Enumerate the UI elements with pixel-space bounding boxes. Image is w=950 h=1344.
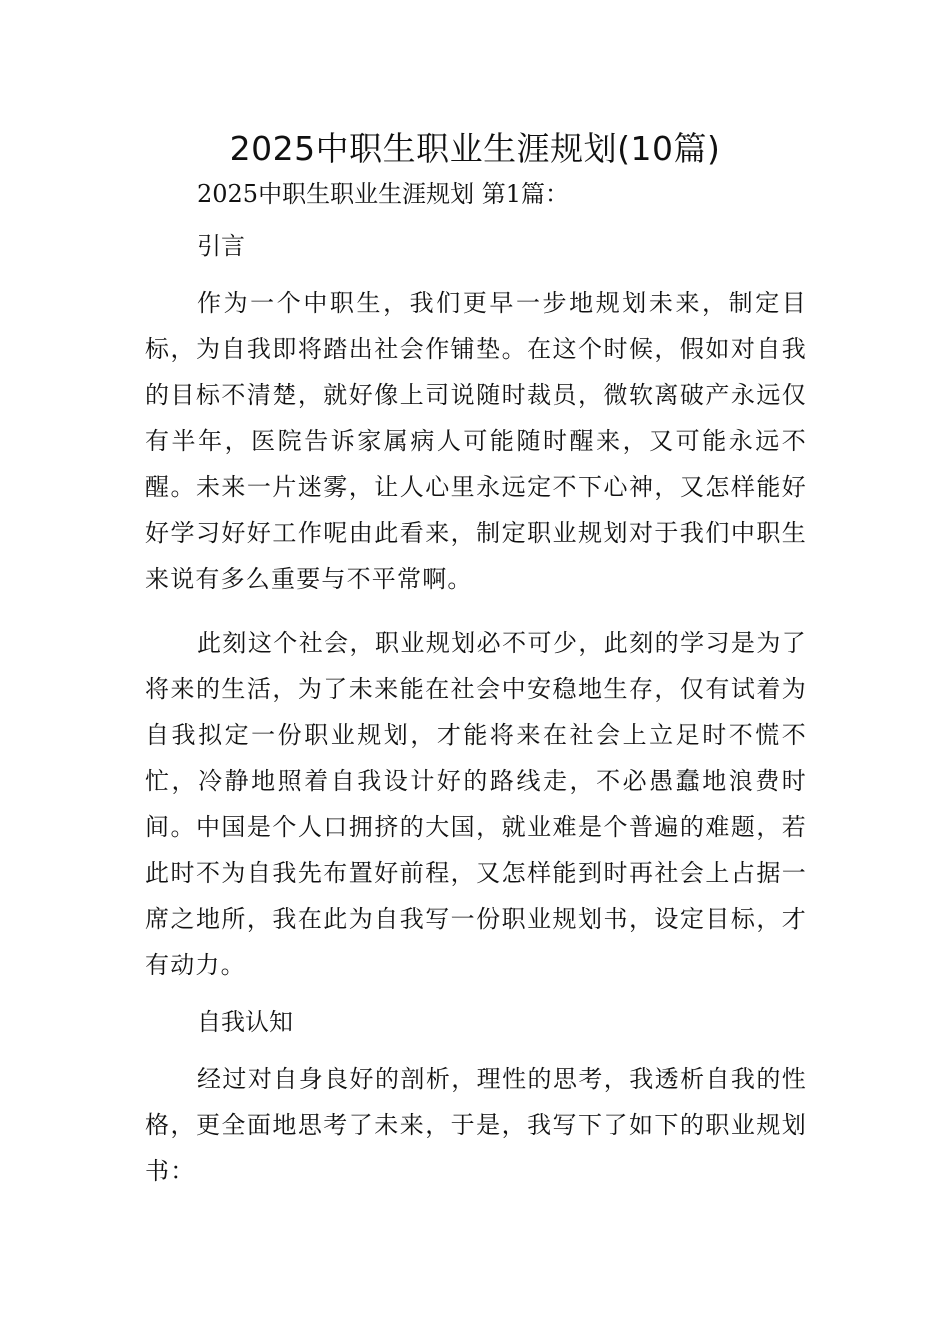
- paragraph-self-awareness-1: 经过对自身良好的剖析，理性的思考，我透析自我的性格，更全面地思考了未来，于是，我写下了如下的职业规划书：: [145, 1065, 807, 1185]
- part-heading: 2025中职生职业生涯规划 第1篇：: [197, 180, 569, 208]
- section-heading-self-awareness: 自我认知: [197, 1008, 293, 1036]
- paragraph-introduction-1: 作为一个中职生，我们更早一步地规划未来，制定目标，为自我即将踏出社会作铺垫。在这个时候，假如对自我的目标不清楚，就好像上司说随时裁员，微软离破产永远仅有半年，医院告诉家属病人可能随时醒来，又可能永远不醒。未来一片迷雾，让人心里永远定不下心神，又怎样能好好学习好好工作呢由此看来，制定职业规划对于我们中职生来说有多么重要与不平常啊。: [145, 289, 807, 593]
- document-body: [145, 178, 807, 1212]
- section-heading-introduction: 引言: [197, 232, 245, 260]
- paragraph-introduction-2: 此刻这个社会，职业规划必不可少，此刻的学习是为了将来的生活，为了未来能在社会中安稳地生存，仅有试着为自我拟定一份职业规划，才能将来在社会上立足时不慌不忙，冷静地照着自我设计好的路线走，不必愚蠢地浪费时间。中国是个人口拥挤的大国，就业难是个普遍的难题，若此时不为自我先布置好前程，又怎样能到时再社会上占据一席之地所，我在此为自我写一份职业规划书，设定目标，才有动力。: [145, 629, 807, 979]
- document-title: 2025中职生职业生涯规划(10篇): [229, 129, 721, 168]
